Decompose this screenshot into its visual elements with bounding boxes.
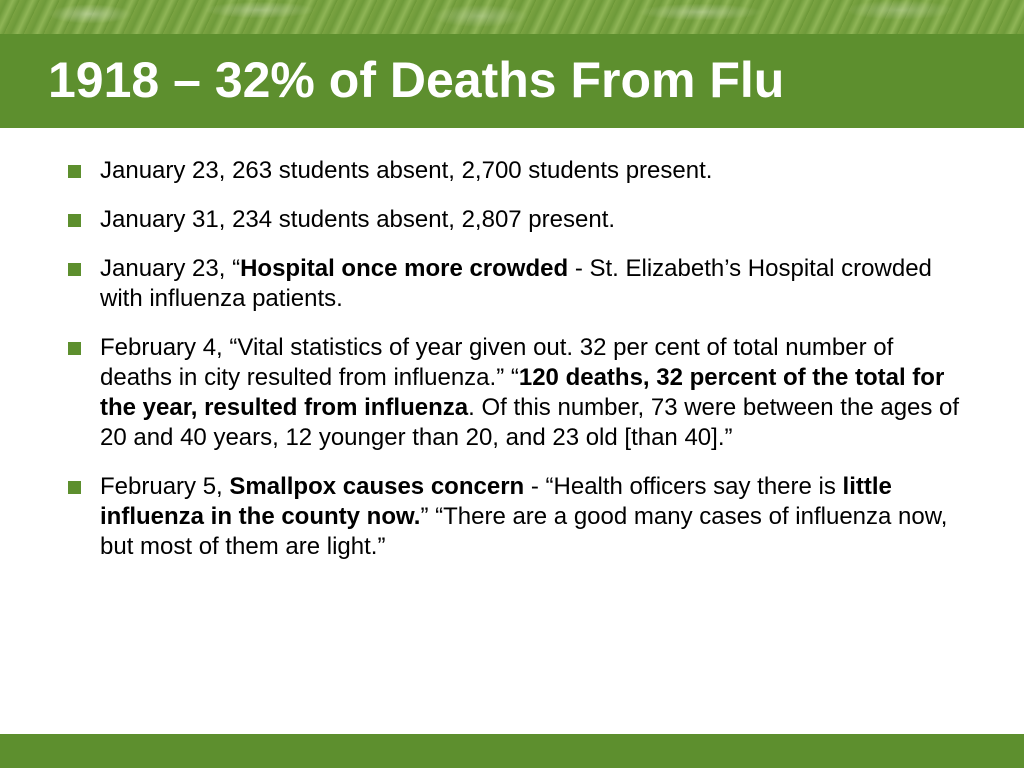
bullet-text: - St. Elizabeth’s Hospital crowded with influenza patients. <box>100 255 932 312</box>
square-bullet-icon <box>68 263 81 276</box>
bullet-item-1 <box>66 156 966 186</box>
decorative-header-strip <box>0 0 1024 34</box>
bullet-text: January 23, “ <box>100 255 241 282</box>
bullet-text: February 5, <box>100 473 230 500</box>
bullet-text: January 31, 234 students absent, 2,807 present. <box>100 206 616 233</box>
square-bullet-icon <box>68 481 81 494</box>
bullet-text-bold: Hospital once more crowded <box>240 255 569 282</box>
bullet-text: - “Health officers say there is <box>524 473 843 500</box>
bullet-text: February 4, “Vital statistics of year given out. 32 per cent of total number of deaths in city resulted from influenza.” “ <box>100 334 894 391</box>
slide-title: 1918 – 32% of Deaths From Flu <box>48 52 785 108</box>
square-bullet-icon <box>68 342 81 355</box>
bullet-text-bold: 120 deaths, 32 percent of the total for the year, resulted from influenza <box>100 364 945 421</box>
bullet-item-5 <box>66 472 966 562</box>
bullet-item-3 <box>66 254 966 314</box>
bullet-item-4 <box>66 333 966 453</box>
bullet-text-bold: little influenza in the county now. <box>100 473 892 530</box>
bullet-text: January 23, 263 students absent, 2,700 students present. <box>100 157 713 184</box>
bullet-text: . Of this number, 73 were between the ages of 20 and 40 years, 12 younger than 20, and 23 old [than 40].” <box>100 394 960 451</box>
bullet-item-2 <box>66 205 966 235</box>
bullet-text-bold: Smallpox causes concern <box>229 473 525 500</box>
footer-bar <box>0 734 1024 768</box>
square-bullet-icon <box>68 165 81 178</box>
bullet-list <box>66 156 966 581</box>
square-bullet-icon <box>68 214 81 227</box>
bullet-text: ” “There are a good many cases of influenza now, but most of them are light.” <box>100 503 948 560</box>
